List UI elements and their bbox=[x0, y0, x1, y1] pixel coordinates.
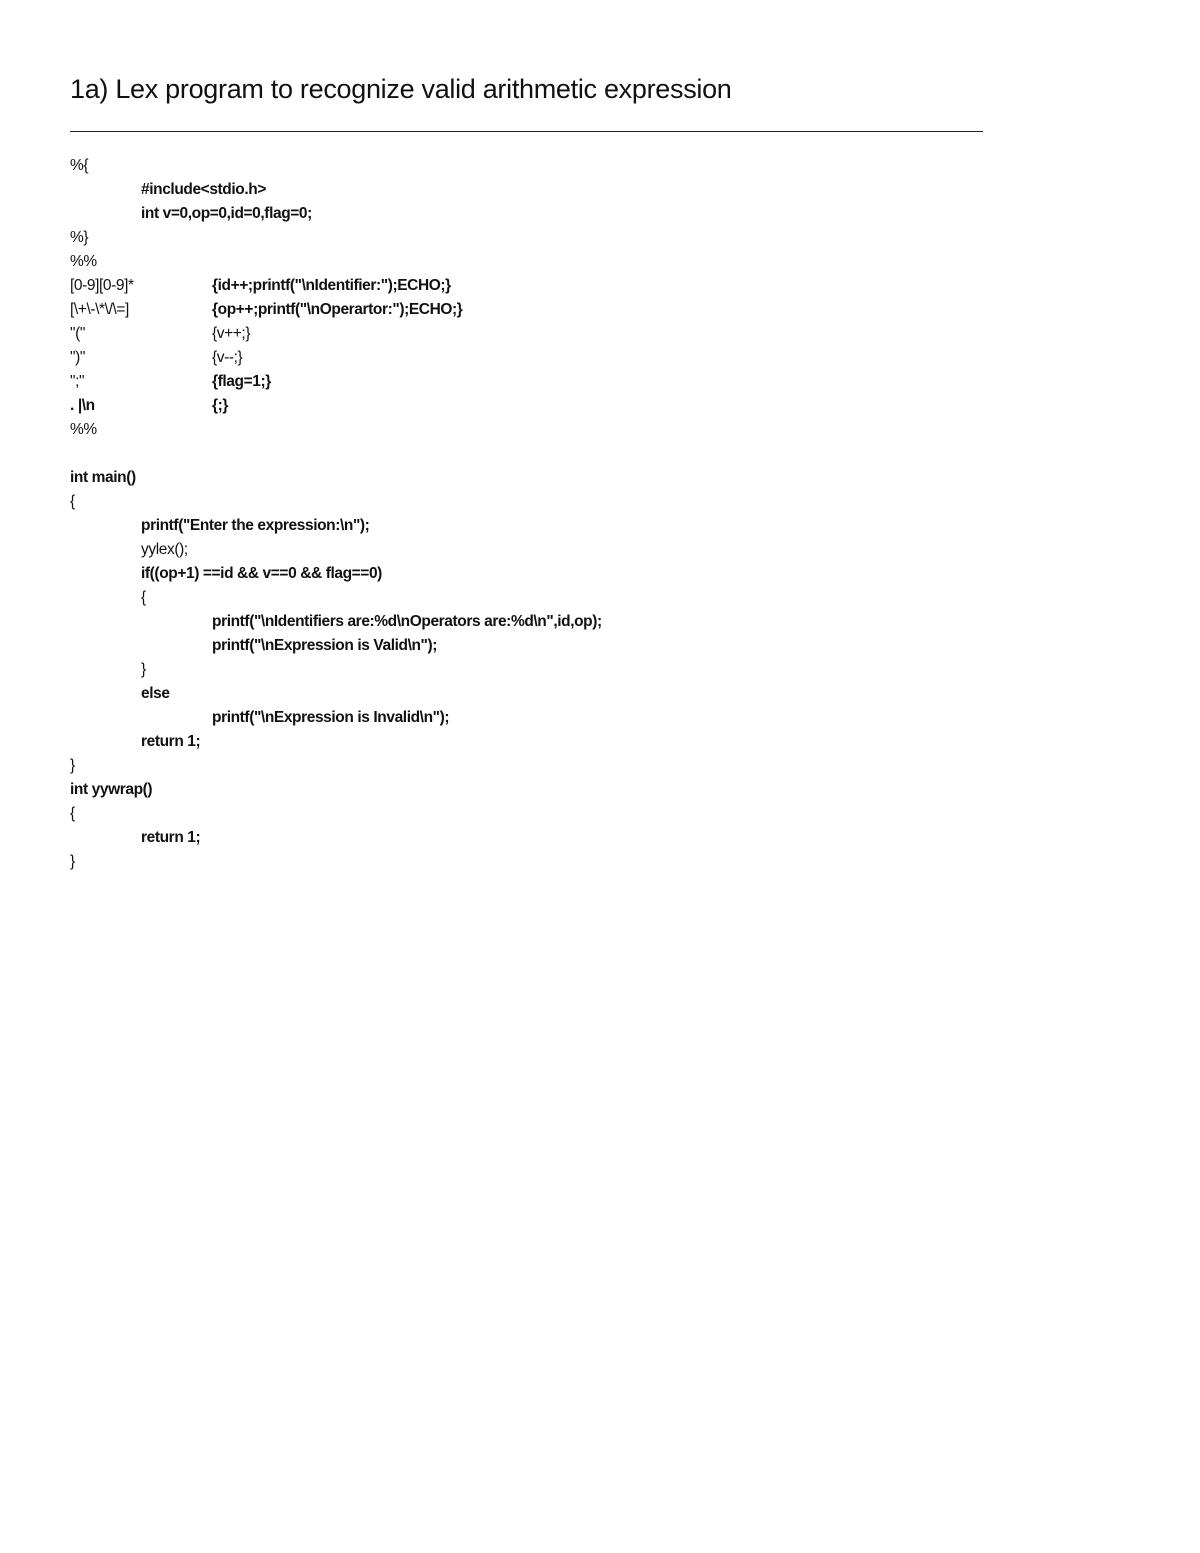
code-line bbox=[70, 682, 1070, 706]
code-line bbox=[70, 490, 1070, 514]
code-line bbox=[70, 562, 1070, 586]
code-text: #include<stdio.h> bbox=[141, 181, 266, 198]
code-text: { bbox=[70, 493, 75, 510]
code-line bbox=[70, 610, 1070, 634]
code-line bbox=[70, 850, 1070, 874]
code-line bbox=[70, 826, 1070, 850]
code-line bbox=[70, 178, 1070, 202]
lex-pattern: ";" bbox=[70, 373, 85, 390]
lex-pattern: [\+\-\*\/\=] bbox=[70, 301, 129, 318]
code-text: if((op+1) ==id && v==0 && flag==0) bbox=[141, 565, 382, 582]
lex-action: {v--;} bbox=[212, 349, 243, 366]
code-line bbox=[70, 538, 1070, 562]
code-text: %{ bbox=[70, 157, 89, 174]
code-text: int main() bbox=[70, 469, 136, 486]
code-line bbox=[70, 418, 1070, 442]
code-line bbox=[70, 802, 1070, 826]
code-line bbox=[70, 730, 1070, 754]
lex-rule-line bbox=[70, 298, 1070, 322]
code-text: printf("Enter the expression:\n"); bbox=[141, 517, 370, 534]
code-line bbox=[70, 514, 1070, 538]
blank-line bbox=[70, 442, 1070, 466]
code-text: printf("\nExpression is Invalid\n"); bbox=[212, 709, 450, 726]
code-text: } bbox=[70, 853, 75, 870]
code-line bbox=[70, 250, 1070, 274]
code-text: printf("\nExpression is Valid\n"); bbox=[212, 637, 438, 654]
lex-action: {v++;} bbox=[212, 325, 251, 342]
lex-pattern: . |\n bbox=[70, 397, 95, 414]
code-line bbox=[70, 154, 1070, 178]
code-line bbox=[70, 466, 1070, 490]
code-text: printf("\nIdentifiers are:%d\nOperators are:%d\n",id,op); bbox=[212, 613, 602, 630]
code-text: else bbox=[141, 685, 170, 702]
code-text: %} bbox=[70, 229, 89, 246]
page-title: 1a) Lex program to recognize valid arithmetic expression bbox=[70, 74, 732, 104]
code-text: } bbox=[141, 661, 146, 678]
lex-rule-line bbox=[70, 346, 1070, 370]
code-line bbox=[70, 778, 1070, 802]
lex-rule-line bbox=[70, 394, 1070, 418]
lex-rule-line bbox=[70, 322, 1070, 346]
code-text: int yywrap() bbox=[70, 781, 153, 798]
code-text: return 1; bbox=[141, 733, 201, 750]
lex-action: {flag=1;} bbox=[212, 373, 271, 390]
lex-action: {;} bbox=[212, 397, 229, 414]
lex-pattern: ")" bbox=[70, 349, 85, 366]
code-line bbox=[70, 202, 1070, 226]
lex-rule-line bbox=[70, 370, 1070, 394]
code-text: return 1; bbox=[141, 829, 201, 846]
lex-action: {op++;printf("\nOperartor:");ECHO;} bbox=[212, 301, 463, 318]
lex-pattern: [0-9][0-9]* bbox=[70, 277, 134, 294]
code-text: } bbox=[70, 757, 75, 774]
code-line bbox=[70, 706, 1070, 730]
code-line bbox=[70, 226, 1070, 250]
code-text: { bbox=[141, 589, 146, 606]
lex-pattern: "(" bbox=[70, 325, 85, 342]
code-text: int v=0,op=0,id=0,flag=0; bbox=[141, 205, 312, 222]
code-text: yylex(); bbox=[141, 541, 188, 558]
code-text: %% bbox=[70, 253, 97, 270]
code-line bbox=[70, 634, 1070, 658]
code-block bbox=[70, 154, 1070, 874]
code-line bbox=[70, 658, 1070, 682]
lex-action: {id++;printf("\nIdentifier:");ECHO;} bbox=[212, 277, 451, 294]
code-text: %% bbox=[70, 421, 97, 438]
lex-rule-line bbox=[70, 274, 1070, 298]
title-divider bbox=[70, 131, 983, 132]
code-line bbox=[70, 754, 1070, 778]
code-text: { bbox=[70, 805, 75, 822]
code-line bbox=[70, 586, 1070, 610]
